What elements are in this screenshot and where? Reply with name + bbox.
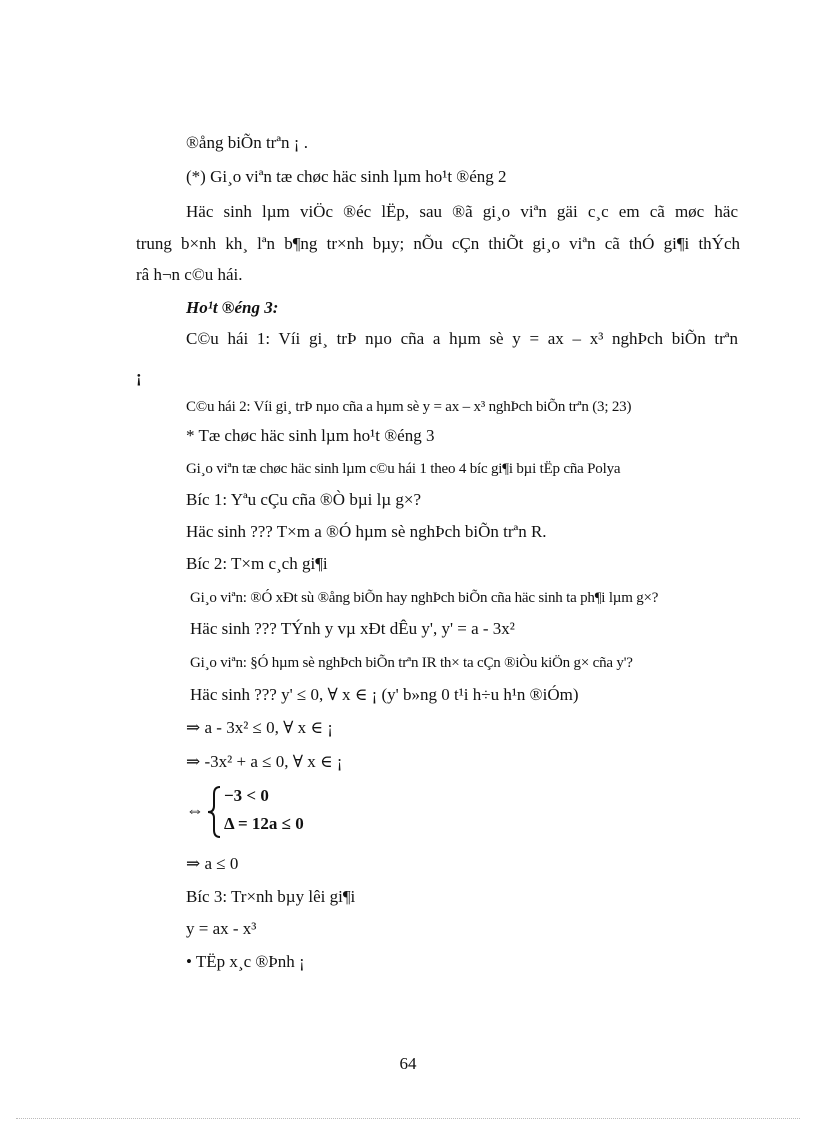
text-line: (*) Gi¸o viªn tæ chøc häc sinh lµm ho¹t ®éng 2 [186,167,507,186]
step-line: Bíc 1: Yªu cÇu cña ®Ò bµi lµ g×? [186,490,422,509]
question-line: C©u hái 1: Víi gi¸ trÞ nµo cña a hµm sè y = ax – x³ nghÞch biÕn trªn [186,329,738,348]
math-line: ⇒ a ≤ 0 [186,854,239,873]
text-line: Gi¸o viªn: §Ó hµm sè nghÞch biÕn trªn IR th× ta cÇn ®iÒu kiÖn g× cña y'? [190,655,633,671]
page-number: 64 [399,1054,417,1073]
text-line: Häc sinh ??? T×m a ®Ó hµm sè nghÞch biÕn trªn R. [186,522,547,541]
text-line: ¡ [136,367,142,386]
text-line: trung b×nh kh¸ lªn b¶ng tr×nh bµy; nÕu cÇn thiÕt gi¸o viªn cã thÓ gi¶i thÝch [136,234,740,253]
text-line: Gi¸o viªn: ®Ó xÐt sù ®ång biÕn hay nghÞch biÕn cña häc sinh ta ph¶i lµm g×? [190,590,659,606]
math-line: y = ax - x³ [186,919,257,938]
math-line: ⇒ a - 3x² ≤ 0, ∀ x ∈ ¡ [186,718,333,737]
text-line: * Tæ chøc häc sinh lµm ho¹t ®éng 3 [186,426,435,445]
system-line-2: Δ = 12a ≤ 0 [224,814,304,833]
left-brace-icon [186,784,226,840]
text-line: Gi¸o viªn tæ chøc häc sinh lµm c©u hái 1 theo 4 bíc gi¶i bµi tËp cña Polya [186,461,621,477]
text-line: Häc sinh ??? TÝnh y vµ xÐt dÊu y', y' = a - 3x² [190,619,515,638]
equation-system [186,784,346,840]
math-line: ⇒ -3x² + a ≤ 0, ∀ x ∈ ¡ [186,752,343,771]
text-line: • TËp x¸c ®Þnh ¡ [186,952,305,971]
question-line: C©u hái 2: Víi gi¸ trÞ nµo cña a hµm sè y = ax – x³ nghÞch biÕn trªn (3; 23) [186,399,632,415]
system-line-1: −3 < 0 [224,786,269,805]
page-bottom-divider [16,1118,800,1119]
step-line: Bíc 3: Tr×nh bµy lêi gi¶i [186,887,356,906]
equivalence-symbol: ⇔ [186,800,204,820]
text-line: Häc sinh lµm viÖc ®éc lËp, sau ®ã gi¸o viªn gäi c¸c em cã møc häc [186,202,738,221]
section-heading: Ho¹t ®éng 3: [186,298,279,317]
text-line: ®ång biÕn trªn ¡ . [186,133,308,152]
text-line: Häc sinh ??? y' ≤ 0, ∀ x ∈ ¡ (y' b»ng 0 t¹i h÷u h¹n ®iÓm) [190,685,579,704]
step-line: Bíc 2: T×m c¸ch gi¶i [186,554,328,573]
text-line: râ h¬n c©u hái. [136,265,243,284]
